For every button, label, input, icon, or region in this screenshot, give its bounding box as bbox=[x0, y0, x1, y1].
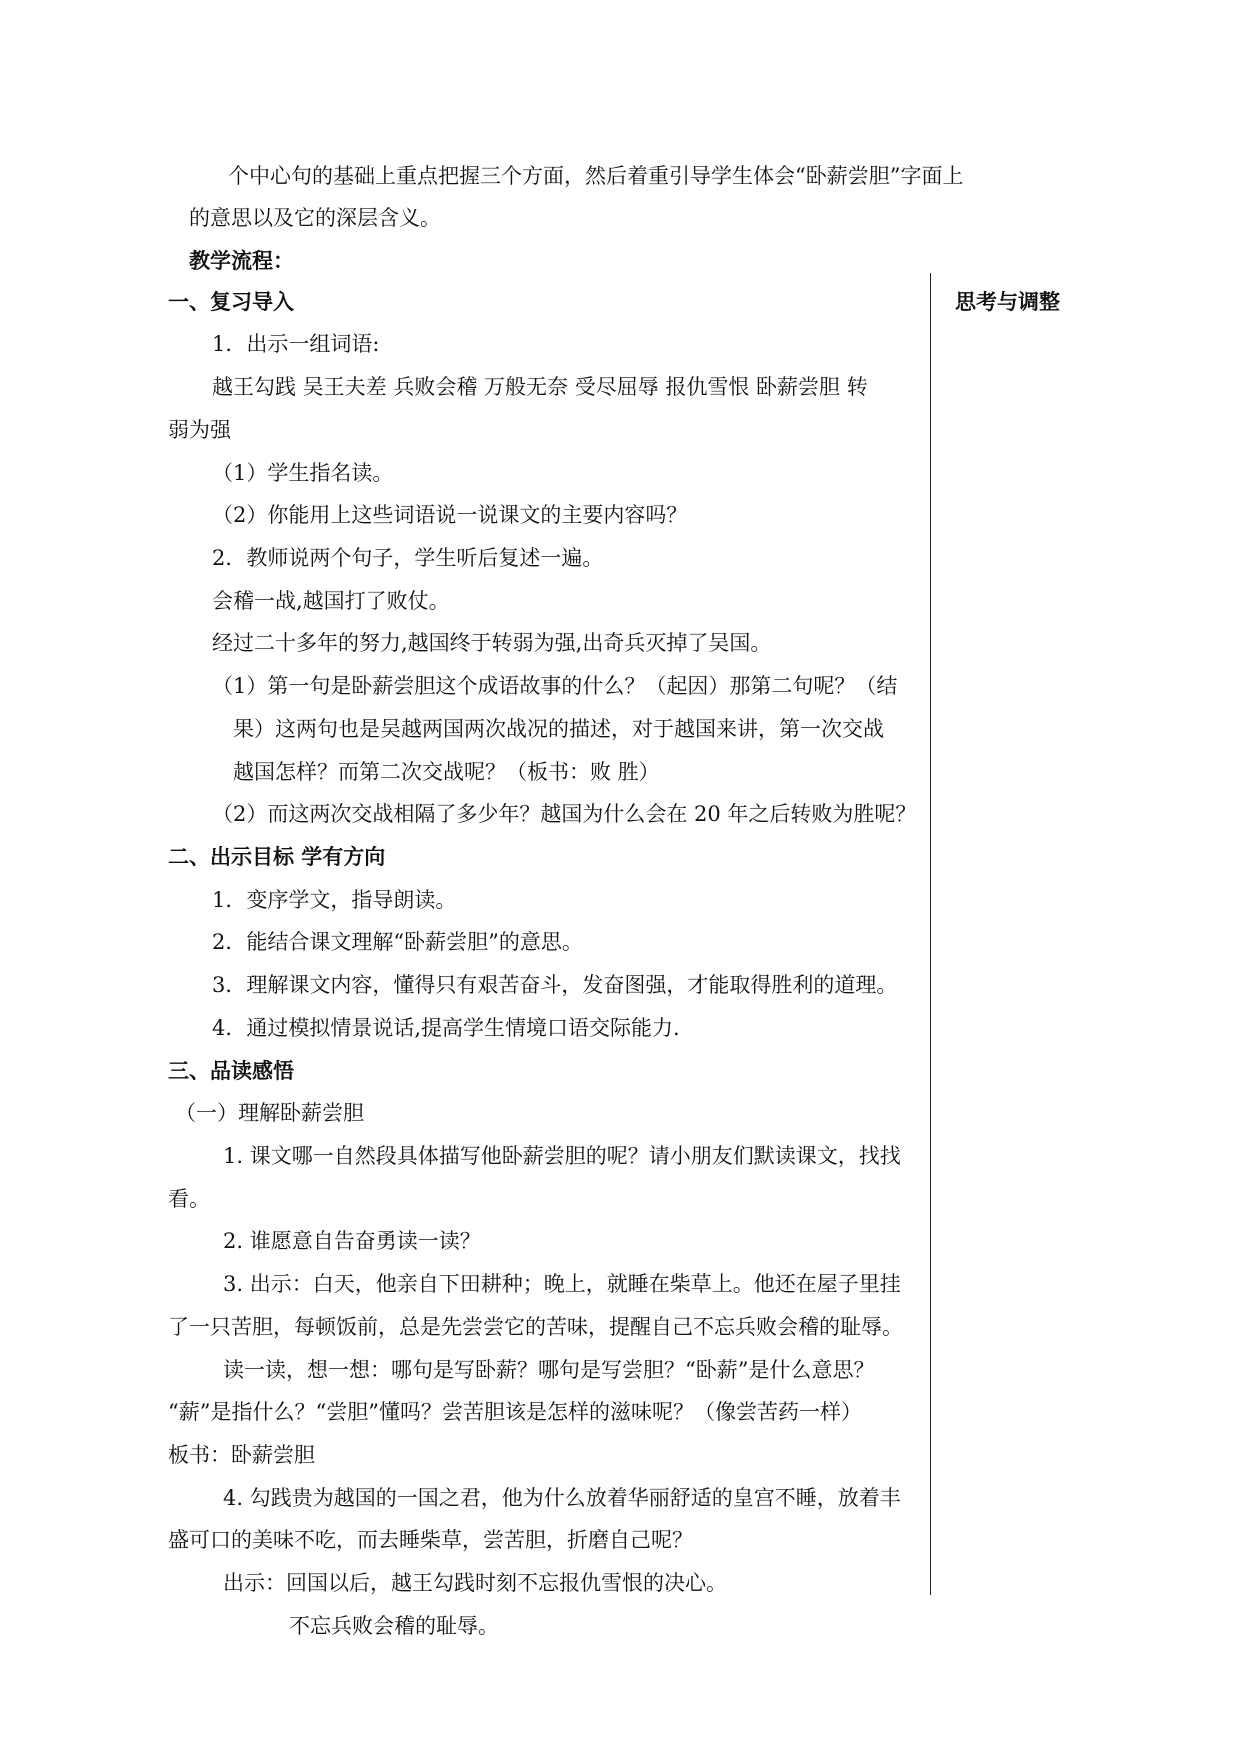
s2-goal-3: 3．理解课文内容，懂得只有艰苦奋斗，发奋图强，才能取得胜利的道理。 bbox=[212, 973, 898, 997]
s1-point-1a: （1）第一句是卧薪尝胆这个成语故事的什么？（起因）那第二句呢？（结 bbox=[212, 674, 898, 698]
s2-goal-1: 1．变序学文，指导朗读。 bbox=[212, 888, 457, 912]
s3-item-4a: 4. 勾践贵为越国的一国之君，他为什么放着华丽舒适的皇宫不睡，放着丰 bbox=[223, 1486, 901, 1510]
s1-sentence-1: 会稽一战,越国打了败仗。 bbox=[212, 589, 450, 613]
s3-show-2: 不忘兵败会稽的耻辱。 bbox=[289, 1614, 499, 1638]
s1-sentence-2: 经过二十多年的努力,越国终于转弱为强,出奇兵灭掉了吴国。 bbox=[212, 631, 772, 655]
intro-line-2: 的意思以及它的深层含义。 bbox=[189, 206, 441, 230]
s3-read-2: “薪”是指什么？“尝胆”懂吗？尝苦胆该是怎样的滋味呢？（像尝苦药一样） bbox=[168, 1400, 862, 1424]
s1-words-line-1: 越王勾践 吴王夫差 兵败会稽 万般无奈 受尽屈辱 报仇雪恨 卧薪尝胆 转 bbox=[212, 375, 868, 399]
s1-point-1b: 果）这两句也是吴越两国两次战况的描述，对于越国来讲，第一次交战 bbox=[233, 717, 884, 741]
s3-subheading-1: （一）理解卧薪尝胆 bbox=[175, 1101, 364, 1125]
s3-show-1: 出示：回国以后，越王勾践时刻不忘报仇雪恨的决心。 bbox=[223, 1571, 727, 1595]
s3-item-3b: 了一只苦胆，每顿饭前，总是先尝尝它的苦味，提醒自己不忘兵败会稽的耻辱。 bbox=[168, 1315, 903, 1339]
s1-point-2: （2）而这两次交战相隔了多少年？越国为什么会在 20 年之后转败为胜呢？ bbox=[212, 802, 917, 826]
s2-goal-4: 4．通过模拟情景说话,提高学生情境口语交际能力. bbox=[212, 1016, 680, 1040]
intro-line-1: 个中心句的基础上重点把握三个方面，然后着重引导学生体会“卧薪尝胆”字面上 bbox=[228, 164, 964, 188]
section-2-heading: 二、出示目标 学有方向 bbox=[168, 845, 386, 869]
s1-point-1c: 越国怎样？而第二次交战呢？（板书：败 胜） bbox=[233, 760, 660, 784]
s3-item-3a: 3. 出示：白天，他亲自下田耕种；晚上，就睡在柴草上。他还在屋子里挂 bbox=[223, 1272, 901, 1296]
s3-board-note: 板书：卧薪尝胆 bbox=[168, 1443, 315, 1467]
s1-words-line-2: 弱为强 bbox=[168, 418, 231, 442]
section-1-heading: 一、复习导入 bbox=[168, 290, 294, 314]
flow-title: 教学流程： bbox=[189, 249, 294, 273]
s3-item-1a: 1. 课文哪一自然段具体描写他卧薪尝胆的呢？请小朋友们默读课文，找找 bbox=[223, 1144, 901, 1168]
s1-item-2: 2．教师说两个句子，学生听后复述一遍。 bbox=[212, 546, 604, 570]
s1-question-1: （1）学生指名读。 bbox=[212, 461, 394, 485]
section-3-heading: 三、品读感悟 bbox=[168, 1059, 294, 1083]
s1-item-1: 1．出示一组词语: bbox=[212, 332, 380, 356]
side-column-title: 思考与调整 bbox=[955, 290, 1060, 314]
s3-item-2: 2. 谁愿意自告奋勇读一读？ bbox=[223, 1229, 481, 1253]
s1-question-2: （2）你能用上这些词语说一说课文的主要内容吗？ bbox=[212, 503, 688, 527]
s2-goal-2: 2．能结合课文理解“卧薪尝胆”的意思。 bbox=[212, 930, 583, 954]
s3-read-1: 读一读，想一想：哪句是写卧薪？哪句是写尝胆？“卧薪”是什么意思？ bbox=[223, 1358, 875, 1382]
s3-item-1b: 看。 bbox=[168, 1187, 210, 1211]
column-divider bbox=[930, 273, 931, 1595]
s3-item-4b: 盛可口的美味不吃，而去睡柴草，尝苦胆，折磨自己呢？ bbox=[168, 1528, 693, 1552]
